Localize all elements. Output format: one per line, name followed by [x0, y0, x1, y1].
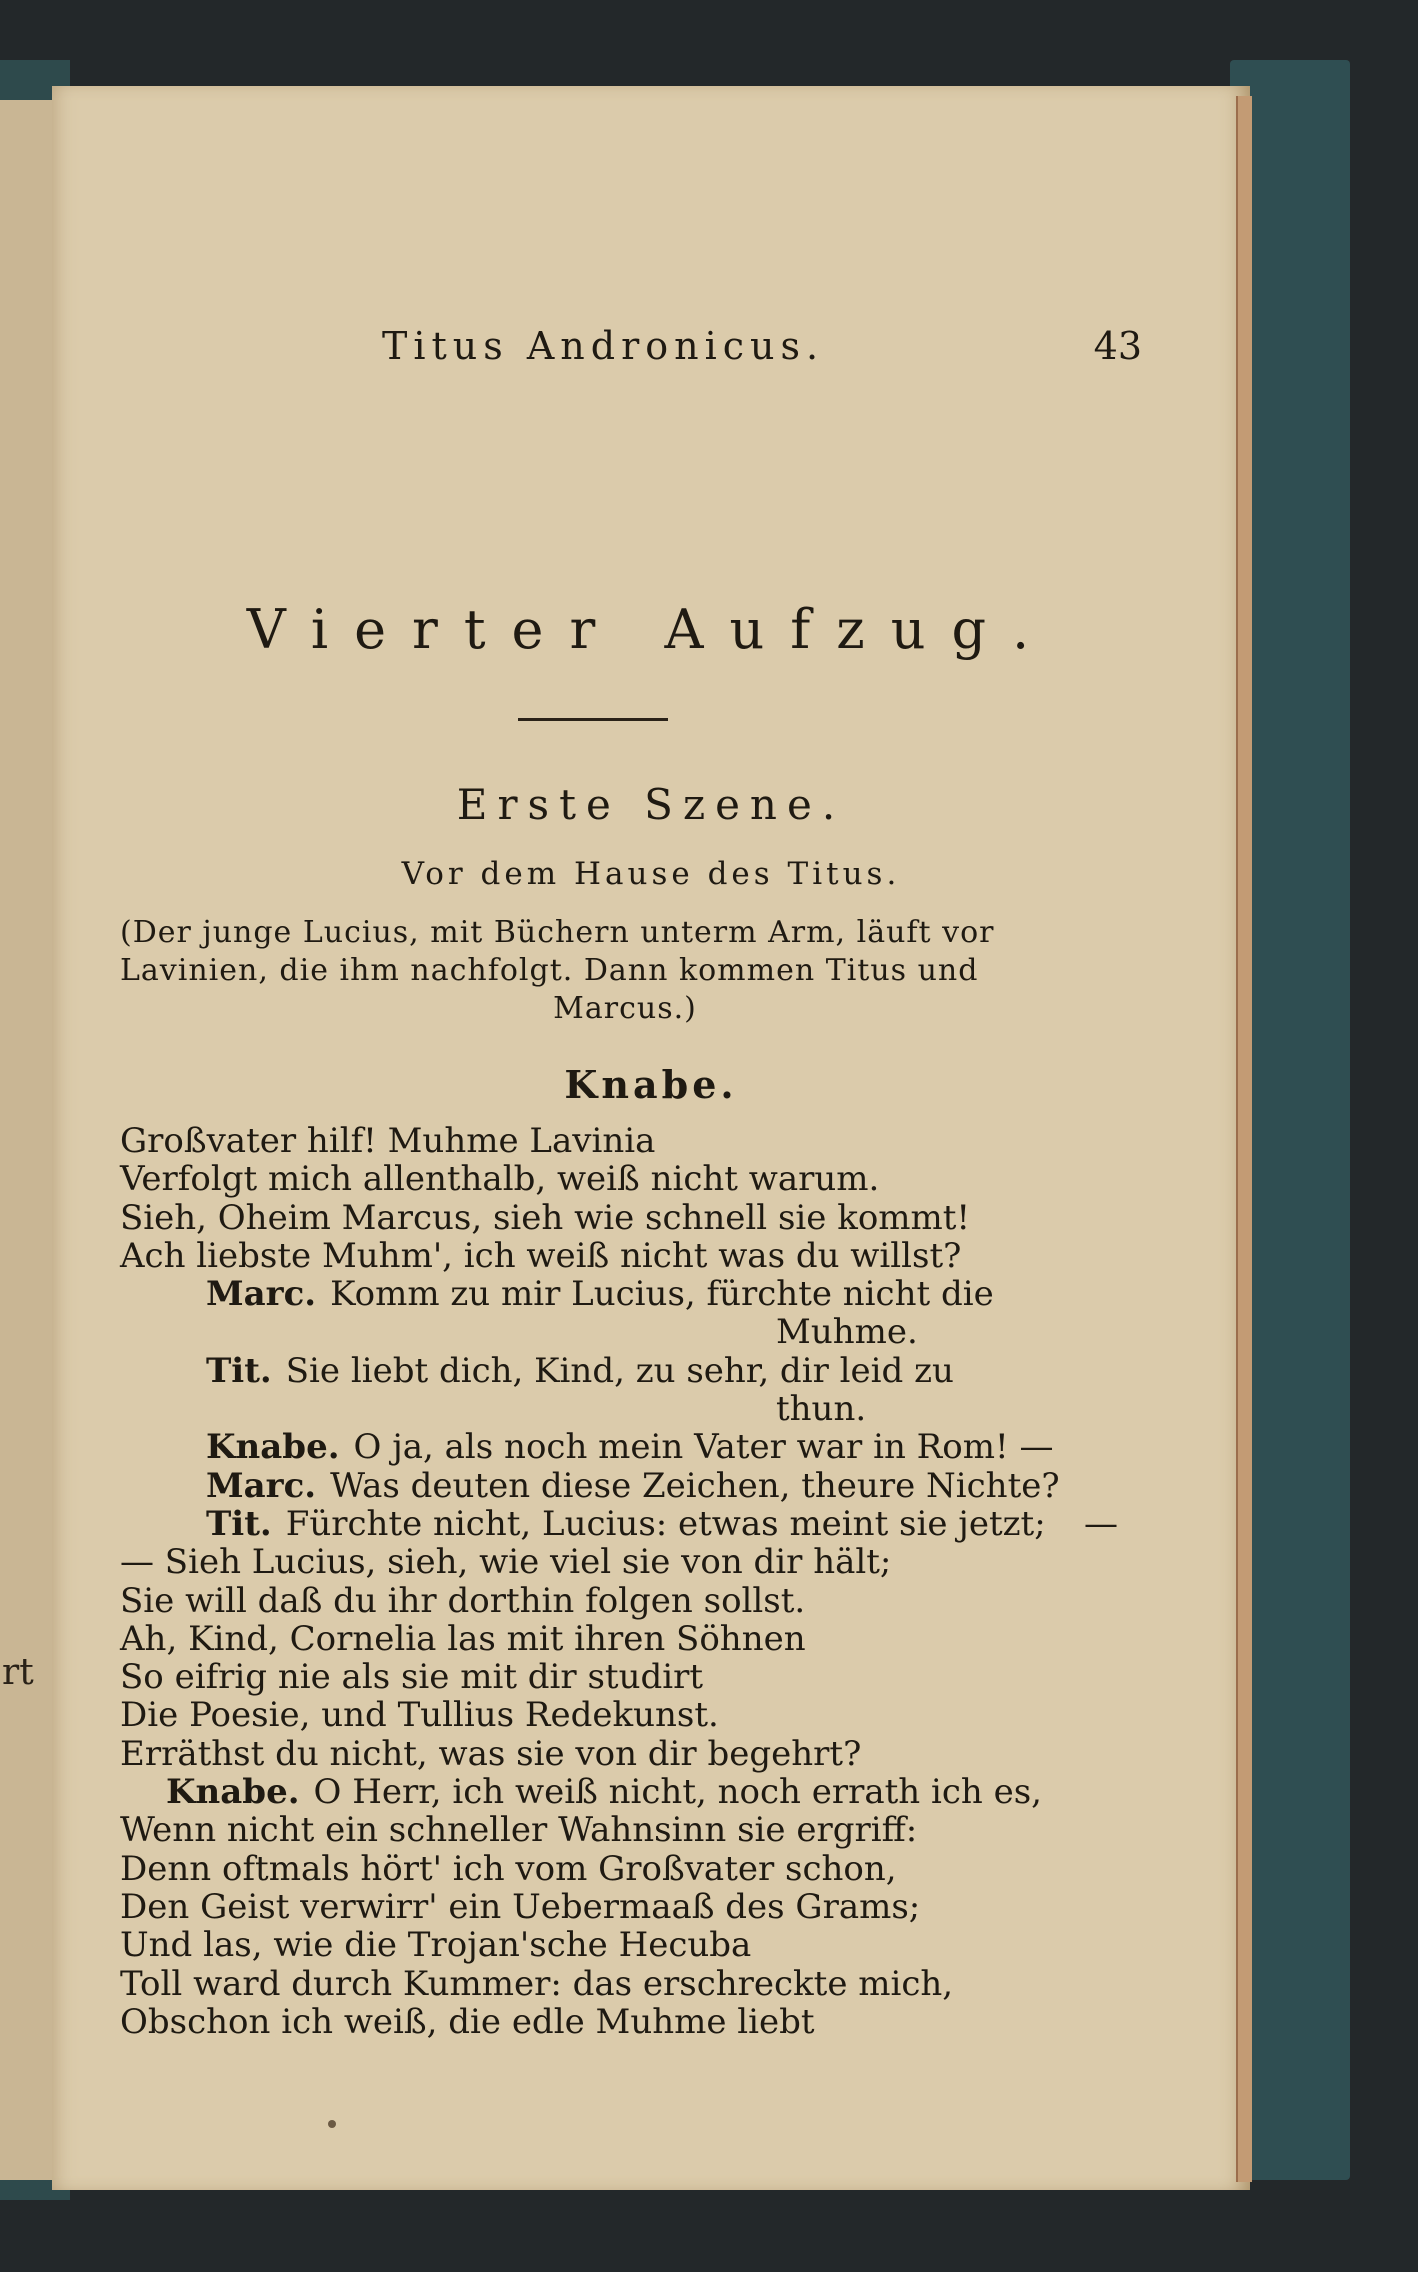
verse-line — [120, 1237, 1140, 1275]
verse-line — [120, 1160, 1140, 1198]
running-title: Titus Andronicus. — [382, 324, 825, 368]
speaker-heading: Knabe. — [564, 1062, 738, 1107]
verse-text: Komm zu mir Lucius, fürchte nicht die — [330, 1274, 994, 1315]
speaker-name: Tit. — [206, 1503, 272, 1544]
verse-line — [120, 1428, 1140, 1466]
verse-text: Ah, Kind, Cornelia las mit ihren Söhnen — [120, 1618, 806, 1659]
verse-line — [120, 1965, 1140, 2003]
verse-line — [120, 1582, 1140, 1620]
page-number: 43 — [1093, 324, 1142, 368]
verse-text: thun. — [776, 1389, 867, 1430]
verse-line — [120, 1773, 1140, 1811]
verse-line — [120, 1543, 1140, 1581]
divider-rule — [518, 718, 668, 721]
previous-page — [0, 100, 54, 2180]
ink-spot — [328, 2120, 336, 2128]
verse-line — [120, 1696, 1140, 1734]
stage-direction — [120, 914, 1130, 1028]
verse-text: — Sieh Lucius, sieh, wie viel sie von dir hält; — [120, 1542, 892, 1583]
verse-line — [120, 1505, 1140, 1543]
verse-text: Ach liebste Muhm', ich weiß nicht was du willst? — [120, 1235, 962, 1276]
scene-title: Erste Szene. — [456, 780, 846, 829]
verse-text: Denn oftmals hört' ich vom Großvater schon, — [120, 1848, 897, 1889]
verse-text: Obschon ich weiß, die edle Muhme liebt — [120, 2001, 815, 2042]
verse-text: Die Poesie, und Tullius Redekunst. — [120, 1695, 719, 1736]
stage-direction-line: Marcus.) — [553, 991, 697, 1026]
speaker-name: Knabe. — [166, 1772, 300, 1813]
verse-line — [120, 1850, 1140, 1888]
verse-text: Den Geist verwirr' ein Uebermaaß des Grams; — [120, 1886, 921, 1927]
verse-line — [120, 1199, 1140, 1237]
verse-line — [120, 2003, 1140, 2041]
verse-text: Wenn nicht ein schneller Wahnsinn sie ergriff: — [120, 1810, 918, 1851]
verse-line — [120, 1888, 1140, 1926]
verse-text: So eifrig nie als sie mit dir studirt — [120, 1657, 704, 1698]
verse-line — [120, 1811, 1140, 1849]
act-title: Vierter Aufzug. — [246, 598, 1056, 661]
book-page — [52, 86, 1250, 2190]
speaker-name: Knabe. — [206, 1427, 340, 1468]
speaker-name: Marc. — [206, 1465, 317, 1506]
scene-location: Vor dem Hause des Titus. — [401, 856, 901, 892]
verse-text: O Herr, ich weiß nicht, noch errath ich es, — [313, 1772, 1042, 1813]
verse-text: Sie will daß du ihr dorthin folgen sollst. — [120, 1580, 806, 1621]
stage-direction-line: Lavinien, die ihm nachfolgt. Dann kommen Titus und — [120, 953, 979, 988]
verse-line — [120, 1926, 1140, 1964]
verse-text: Toll ward durch Kummer: das erschreckte mich, — [120, 1963, 954, 2004]
verse-line — [120, 1390, 1140, 1428]
verse-text: Sieh, Oheim Marcus, sieh wie schnell sie kommt! — [120, 1197, 971, 1238]
verse-text: Und las, wie die Trojan'sche Hecuba — [120, 1925, 752, 1966]
verse-line — [120, 1275, 1140, 1313]
verse-text: Großvater hilf! Muhme Lavinia — [120, 1121, 656, 1161]
verse-block — [120, 1122, 1140, 2041]
verse-text: Was deuten diese Zeichen, theure Nichte? — [330, 1465, 1060, 1506]
speaker-name: Tit. — [206, 1350, 272, 1391]
verse-line — [120, 1352, 1140, 1390]
verse-trailing-dash: — — [1084, 1503, 1118, 1544]
verse-line — [120, 1620, 1140, 1658]
verse-text: Sie liebt dich, Kind, zu sehr, dir leid zu — [285, 1350, 954, 1391]
verse-line — [120, 1735, 1140, 1773]
verse-text: O ja, als noch mein Vater war in Rom! — — [353, 1427, 1054, 1468]
verse-line — [120, 1313, 1140, 1351]
verse-text: Fürchte nicht, Lucius: etwas meint sie jetzt; — [285, 1503, 1046, 1544]
verse-line — [120, 1658, 1140, 1696]
verse-line — [120, 1122, 1140, 1160]
speaker-name: Marc. — [206, 1274, 317, 1315]
verse-line — [120, 1467, 1140, 1505]
stage-direction-line: (Der junge Lucius, mit Büchern unterm Arm, läuft vor — [120, 915, 995, 950]
verse-text: Muhme. — [776, 1312, 918, 1353]
page-header — [382, 324, 1142, 380]
page-edge — [1236, 96, 1252, 2182]
verse-text: Verfolgt mich allenthalb, weiß nicht warum. — [120, 1159, 880, 1200]
verse-text: Erräthst du nicht, was sie von dir begehrt? — [120, 1733, 862, 1774]
previous-page-fragment: rt — [2, 1652, 34, 1693]
